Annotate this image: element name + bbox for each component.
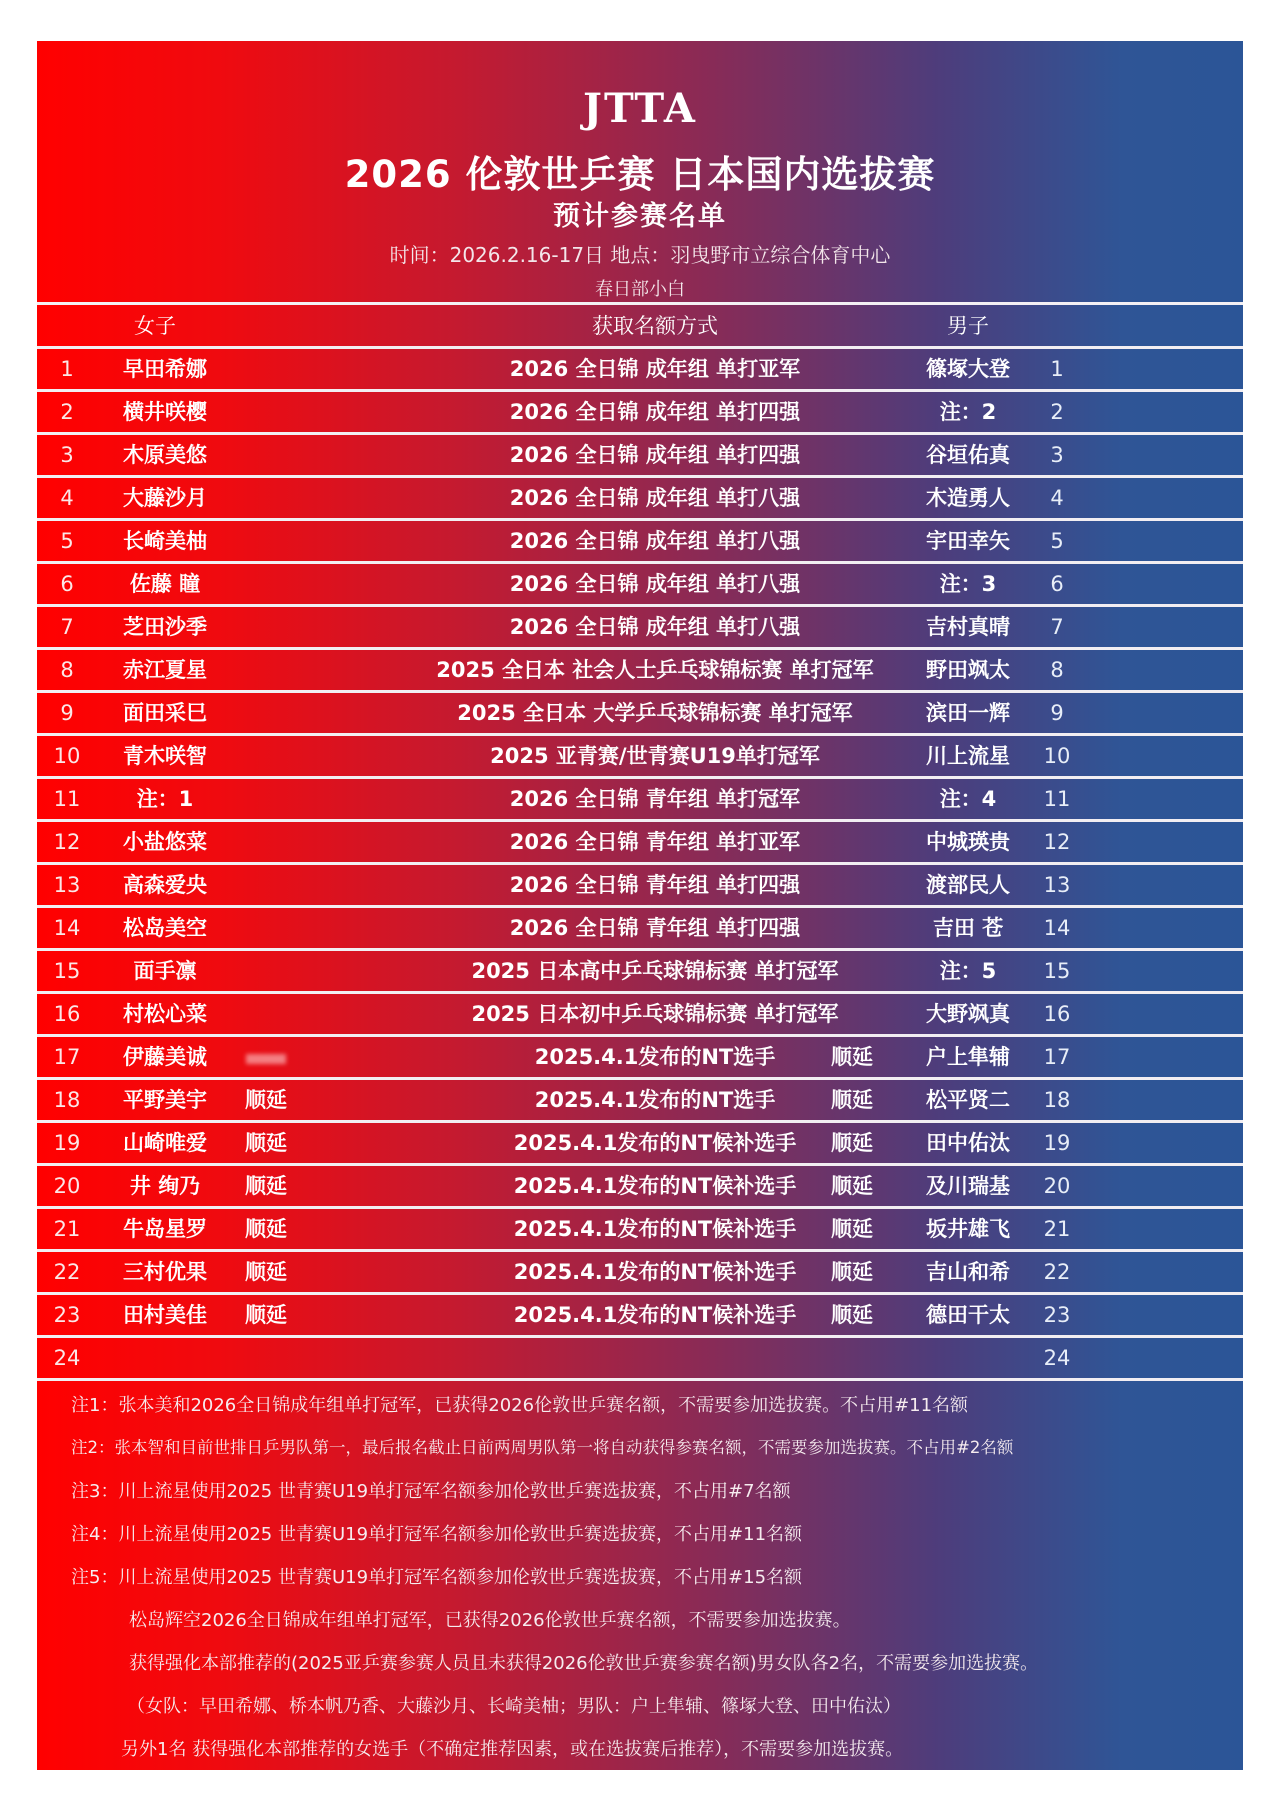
women-player: 面手凛 <box>133 959 197 983</box>
note-line: 另外1名 获得强化本部推荐的女选手（不确定推荐因素，或在选拔赛后推荐），不需要参加选拔赛。 <box>121 1739 904 1760</box>
page-subtitle: 预计参赛名单 <box>553 201 727 232</box>
women-rank: 16 <box>53 1002 81 1026</box>
qualification-method: 2025.4.1发布的NT候补选手 <box>513 1174 797 1198</box>
men-rank: 13 <box>1043 873 1071 897</box>
men-player: 吉山和希 <box>926 1260 1010 1284</box>
men-player: 注：3 <box>939 572 997 596</box>
org-logo-text: JTTA <box>583 85 697 132</box>
note-line: 注2：张本智和目前世排日乒男队第一，最后报名截止日前两周男队第一将自动获得参赛名额，不需要参加选拔赛。不占用#2名额 <box>71 1438 1014 1457</box>
women-player: 伊藤美诚 <box>123 1045 207 1069</box>
table-row <box>37 1037 1243 1080</box>
table-row <box>37 822 1243 865</box>
women-player: 注：1 <box>136 787 194 811</box>
qualification-method: 2026 全日锦 成年组 单打四强 <box>509 443 801 467</box>
qualification-method: 2026 全日锦 青年组 单打四强 <box>509 873 801 897</box>
women-rank: 24 <box>53 1346 81 1370</box>
women-status: 顺延 <box>245 1260 287 1284</box>
women-rank: 1 <box>60 357 74 381</box>
table-row <box>37 564 1243 607</box>
qualification-method: 2026 全日锦 青年组 单打四强 <box>509 916 801 940</box>
women-player: 三村优果 <box>123 1260 207 1284</box>
table-row <box>37 607 1243 650</box>
women-rank: 2 <box>60 400 74 424</box>
women-status: 顺延 <box>245 1131 287 1155</box>
men-rank: 18 <box>1043 1088 1071 1112</box>
header-method: 获取名额方式 <box>592 314 718 338</box>
men-rank: 2 <box>1050 400 1064 424</box>
women-rank: 15 <box>53 959 81 983</box>
men-rank: 9 <box>1050 701 1064 725</box>
qualification-method: 2026 全日锦 青年组 单打亚军 <box>509 830 801 854</box>
table-row <box>37 779 1243 822</box>
qualification-method: 2026 全日锦 成年组 单打八强 <box>509 529 801 553</box>
women-rank: 18 <box>53 1088 81 1112</box>
men-rank: 19 <box>1043 1131 1071 1155</box>
women-player: 赤江夏星 <box>123 658 207 682</box>
table-row <box>37 865 1243 908</box>
table-row <box>37 1295 1243 1338</box>
men-rank: 23 <box>1043 1303 1071 1327</box>
men-rank: 6 <box>1050 572 1064 596</box>
men-rank: 24 <box>1043 1346 1071 1370</box>
men-rank: 1 <box>1050 357 1064 381</box>
men-player: 谷垣佑真 <box>926 443 1010 467</box>
women-rank: 22 <box>53 1260 81 1284</box>
table-row <box>37 994 1243 1037</box>
men-status: 顺延 <box>831 1303 873 1327</box>
men-player: 松平贤二 <box>926 1088 1010 1112</box>
table-row <box>37 1166 1243 1209</box>
qualification-method: 2026 全日锦 成年组 单打八强 <box>509 615 801 639</box>
men-player: 吉村真晴 <box>926 615 1010 639</box>
women-rank: 21 <box>53 1217 81 1241</box>
women-player: 松岛美空 <box>123 916 207 940</box>
women-rank: 6 <box>60 572 74 596</box>
men-player: 及川瑞基 <box>926 1174 1010 1198</box>
author-label: 春日部小白 <box>595 279 685 300</box>
men-rank: 20 <box>1043 1174 1071 1198</box>
qualification-method: 2025.4.1发布的NT选手 <box>534 1045 776 1069</box>
qualification-method: 2025 亚青赛/世青赛U19单打冠军 <box>490 744 820 768</box>
table-row <box>37 392 1243 435</box>
men-rank: 21 <box>1043 1217 1071 1241</box>
women-player: 芝田沙季 <box>123 615 207 639</box>
women-player: 青木咲智 <box>123 744 207 768</box>
women-player: 山崎唯爱 <box>123 1131 207 1155</box>
men-rank: 5 <box>1050 529 1064 553</box>
qualification-method: 2025 日本高中乒乓球锦标赛 单打冠军 <box>471 959 839 983</box>
qualification-method: 2025.4.1发布的NT候补选手 <box>513 1260 797 1284</box>
women-player: 早田希娜 <box>123 357 207 381</box>
men-rank: 4 <box>1050 486 1064 510</box>
women-rank: 20 <box>53 1174 81 1198</box>
men-player: 木造勇人 <box>926 486 1010 510</box>
women-player: 佐藤 瞳 <box>129 572 201 596</box>
women-rank: 19 <box>53 1131 81 1155</box>
men-status: 顺延 <box>831 1088 873 1112</box>
women-player: 牛岛星罗 <box>123 1217 207 1241</box>
poster <box>37 41 1243 1770</box>
header-men: 男子 <box>947 314 989 338</box>
women-status: 顺延 <box>245 1303 287 1327</box>
women-player: 村松心菜 <box>123 1002 207 1026</box>
note-line: 松岛辉空2026全日锦成年组单打冠军，已获得2026伦敦世乒赛名额，不需要参加选拔赛。 <box>129 1610 851 1631</box>
qualification-method: 2025 日本初中乒乓球锦标赛 单打冠军 <box>471 1002 839 1026</box>
table-row <box>37 908 1243 951</box>
women-rank: 12 <box>53 830 81 854</box>
women-rank: 11 <box>53 787 81 811</box>
women-player: 平野美宇 <box>123 1088 207 1112</box>
qualification-method: 2025.4.1发布的NT候补选手 <box>513 1131 797 1155</box>
men-player: 川上流星 <box>926 744 1010 768</box>
qualification-method: 2026 全日锦 成年组 单打四强 <box>509 400 801 424</box>
men-player: 大野飒真 <box>926 1002 1010 1026</box>
women-rank: 8 <box>60 658 74 682</box>
header-women: 女子 <box>134 314 176 338</box>
table-row <box>37 521 1243 564</box>
qualification-method: 2026 全日锦 成年组 单打八强 <box>509 572 801 596</box>
women-player: 小盐悠菜 <box>123 830 207 854</box>
table-row <box>37 349 1243 392</box>
women-rank: 17 <box>53 1045 81 1069</box>
men-player: 注：2 <box>939 400 997 424</box>
women-player: 高森爱央 <box>123 873 207 897</box>
table-row <box>37 736 1243 779</box>
table-row <box>37 435 1243 478</box>
women-rank: 10 <box>53 744 81 768</box>
women-player: 田村美佳 <box>123 1303 207 1327</box>
table-row <box>37 650 1243 693</box>
men-rank: 22 <box>1043 1260 1071 1284</box>
men-rank: 11 <box>1043 787 1071 811</box>
men-status: 顺延 <box>831 1131 873 1155</box>
qualification-method: 2025.4.1发布的NT候补选手 <box>513 1217 797 1241</box>
men-rank: 10 <box>1043 744 1071 768</box>
men-player: 德田干太 <box>926 1303 1010 1327</box>
table-row <box>37 1123 1243 1166</box>
men-rank: 12 <box>1043 830 1071 854</box>
women-rank: 9 <box>60 701 74 725</box>
note-line: 注3：川上流星使用2025 世青赛U19单打冠军名额参加伦敦世乒赛选拔赛，不占用#7名额 <box>71 1481 791 1502</box>
men-rank: 7 <box>1050 615 1064 639</box>
women-player: 木原美悠 <box>123 443 207 467</box>
event-info: 时间：2026.2.16-17日 地点：羽曳野市立综合体育中心 <box>389 243 891 267</box>
men-player: 吉田 苍 <box>932 916 1004 940</box>
qualification-method: 2025.4.1发布的NT选手 <box>534 1088 776 1112</box>
men-status: 顺延 <box>831 1174 873 1198</box>
table-row <box>37 1338 1243 1381</box>
qualification-method: 2025.4.1发布的NT候补选手 <box>513 1303 797 1327</box>
women-rank: 7 <box>60 615 74 639</box>
qualification-method: 2025 全日本 大学乒乓球锦标赛 单打冠军 <box>457 701 853 725</box>
table-row <box>37 1252 1243 1295</box>
men-rank: 16 <box>1043 1002 1071 1026</box>
men-rank: 15 <box>1043 959 1071 983</box>
women-player: 大藤沙月 <box>123 486 207 510</box>
qualification-method: 2026 全日锦 成年组 单打八强 <box>509 486 801 510</box>
women-player: 井 绚乃 <box>129 1174 201 1198</box>
note-line: （女队：早田希娜、桥本帆乃香、大藤沙月、长崎美柚；男队：户上隼辅、篠塚大登、田中佑汰） <box>127 1696 901 1717</box>
qualification-method: 2025 全日本 社会人士乒乓球锦标赛 单打冠军 <box>436 658 874 682</box>
men-player: 中城瑛贵 <box>926 830 1010 854</box>
men-player: 野田飒太 <box>926 658 1010 682</box>
men-rank: 8 <box>1050 658 1064 682</box>
qualification-method: 2026 全日锦 成年组 单打亚军 <box>509 357 801 381</box>
women-rank: 5 <box>60 529 74 553</box>
table-row <box>37 1209 1243 1252</box>
women-rank: 14 <box>53 916 81 940</box>
men-status: 顺延 <box>831 1217 873 1241</box>
men-player: 田中佑汰 <box>926 1131 1010 1155</box>
table-row <box>37 1080 1243 1123</box>
men-player: 坂井雄飞 <box>926 1217 1010 1241</box>
women-status: 顺延 <box>245 1088 287 1112</box>
title-block <box>37 41 1243 303</box>
men-status: 顺延 <box>831 1045 873 1069</box>
women-status: 顺延 <box>245 1174 287 1198</box>
note-line: 注1：张本美和2026全日锦成年组单打冠军，已获得2026伦敦世乒赛名额，不需要参加选拔赛。不占用#11名额 <box>71 1395 969 1416</box>
men-status: 顺延 <box>831 1260 873 1284</box>
women-player: 长崎美柚 <box>123 529 207 553</box>
men-player: 篠塚大登 <box>926 357 1010 381</box>
note-line: 注5：川上流星使用2025 世青赛U19单打冠军名额参加伦敦世乒赛选拔赛，不占用#15名额 <box>71 1567 803 1588</box>
men-player: 滨田一辉 <box>926 701 1010 725</box>
men-player: 注：5 <box>939 959 997 983</box>
table-row <box>37 478 1243 521</box>
women-rank: 3 <box>60 443 74 467</box>
men-player: 宇田幸矢 <box>926 529 1010 553</box>
women-player: 横井咲樱 <box>123 400 207 424</box>
page-title: 2026 伦敦世乒赛 日本国内选拔赛 <box>344 153 936 196</box>
men-rank: 14 <box>1043 916 1071 940</box>
table-row <box>37 693 1243 736</box>
women-rank: 13 <box>53 873 81 897</box>
women-status: 顺延 <box>245 1217 287 1241</box>
table-row <box>37 951 1243 994</box>
divider <box>37 302 1243 305</box>
men-player: 渡部民人 <box>926 873 1010 897</box>
women-rank: 23 <box>53 1303 81 1327</box>
women-rank: 4 <box>60 486 74 510</box>
note-line: 注4：川上流星使用2025 世青赛U19单打冠军名额参加伦敦世乒赛选拔赛，不占用#11名额 <box>71 1524 803 1545</box>
men-rank: 17 <box>1043 1045 1071 1069</box>
note-line: 获得强化本部推荐的(2025亚乒赛参赛人员且未获得2026伦敦世乒赛参赛名额)男女队各2名，不需要参加选拔赛。 <box>129 1653 1039 1674</box>
qualification-method: 2026 全日锦 青年组 单打冠军 <box>509 787 801 811</box>
men-player: 户上隼辅 <box>926 1045 1010 1069</box>
entry-table <box>37 306 1243 1381</box>
men-rank: 3 <box>1050 443 1064 467</box>
men-player: 注：4 <box>939 787 997 811</box>
table-header <box>37 306 1243 349</box>
women-player: 面田采巳 <box>123 701 207 725</box>
